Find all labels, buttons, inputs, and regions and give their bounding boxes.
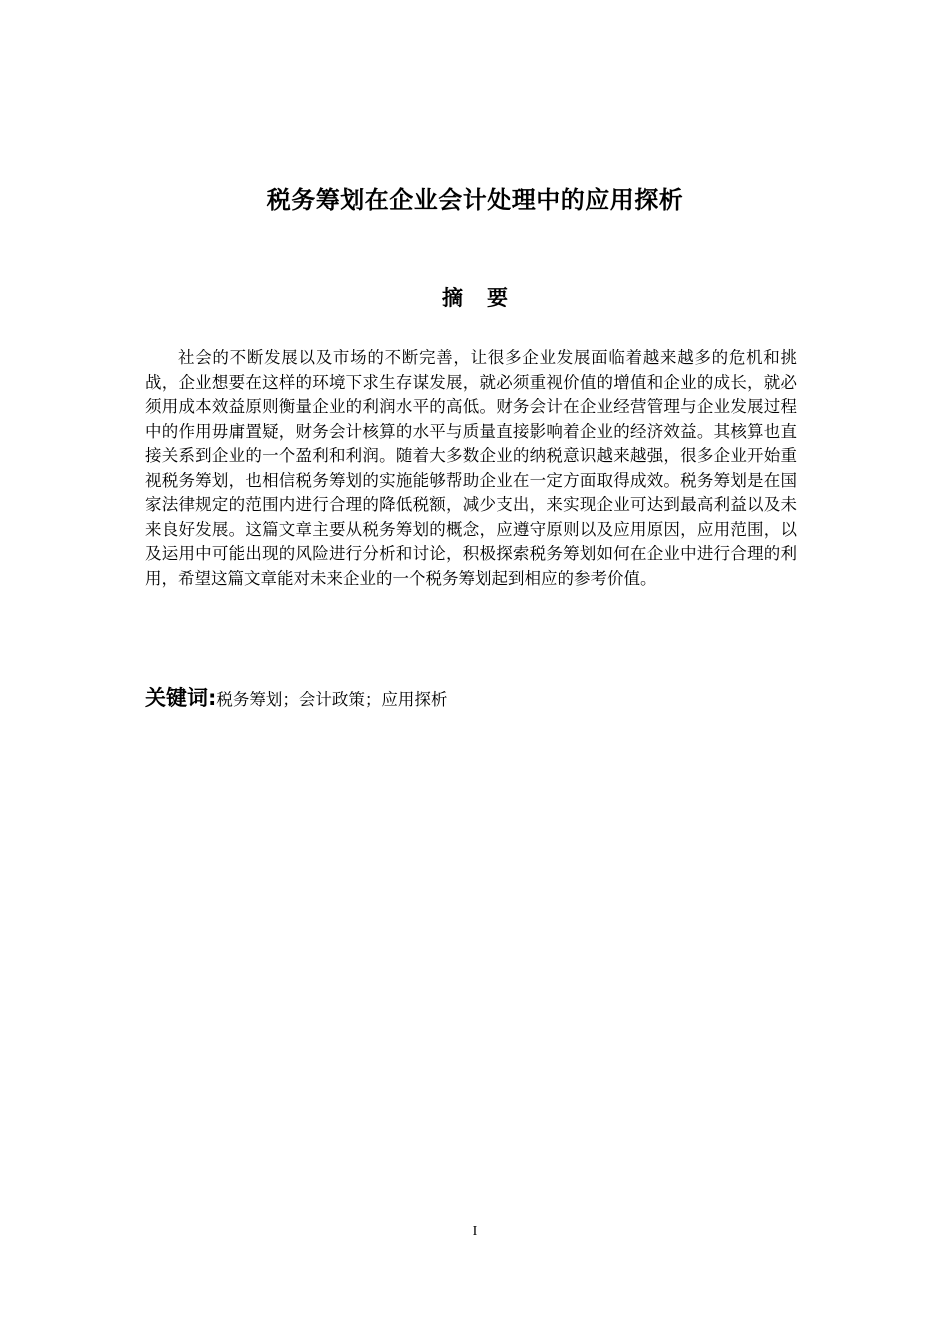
- page-number: I: [472, 1224, 478, 1239]
- keywords-value: 税务筹划；会计政策；应用探析: [216, 690, 448, 709]
- keywords-line: [145, 682, 797, 716]
- document-title: 税务筹划在企业会计处理中的应用探析: [266, 186, 684, 214]
- abstract-body: 社会的不断发展以及市场的不断完善，让很多企业发展面临着越来越多的危机和挑战，企业想要在这样的环境下求生存谋发展，就必须重视价值的增值和企业的成长，就必须用成本效益原则衡量企业的利润水平的高低。财务会计在企业经营管理与企业发展过程中的作用毋庸置疑，财务会计核算的水平与质量直接影响着企业的经济效益。其核算也直接关系到企业的一个盈利和利润。随着大多数企业的纳税意识越来越强，很多企业开始重视税务筹划，也相信税务筹划的实施能够帮助企业在一定方面取得成效。税务筹划是在国家法律规定的范围内进行合理的降低税额，减少支出，来实现企业可达到最高利益以及未来良好发展。这篇文章主要从税务筹划的概念，应遵守原则以及应用原因，应用范围，以及运用中可能出现的风险进行分析和讨论，积极探索税务筹划如何在企业中进行合理的利用，希望这篇文章能对未来企业的一个税务筹划起到相应的参考价值。: [145, 348, 797, 588]
- keywords-label: 关键词:: [145, 686, 217, 710]
- abstract-heading: 摘要: [442, 286, 532, 310]
